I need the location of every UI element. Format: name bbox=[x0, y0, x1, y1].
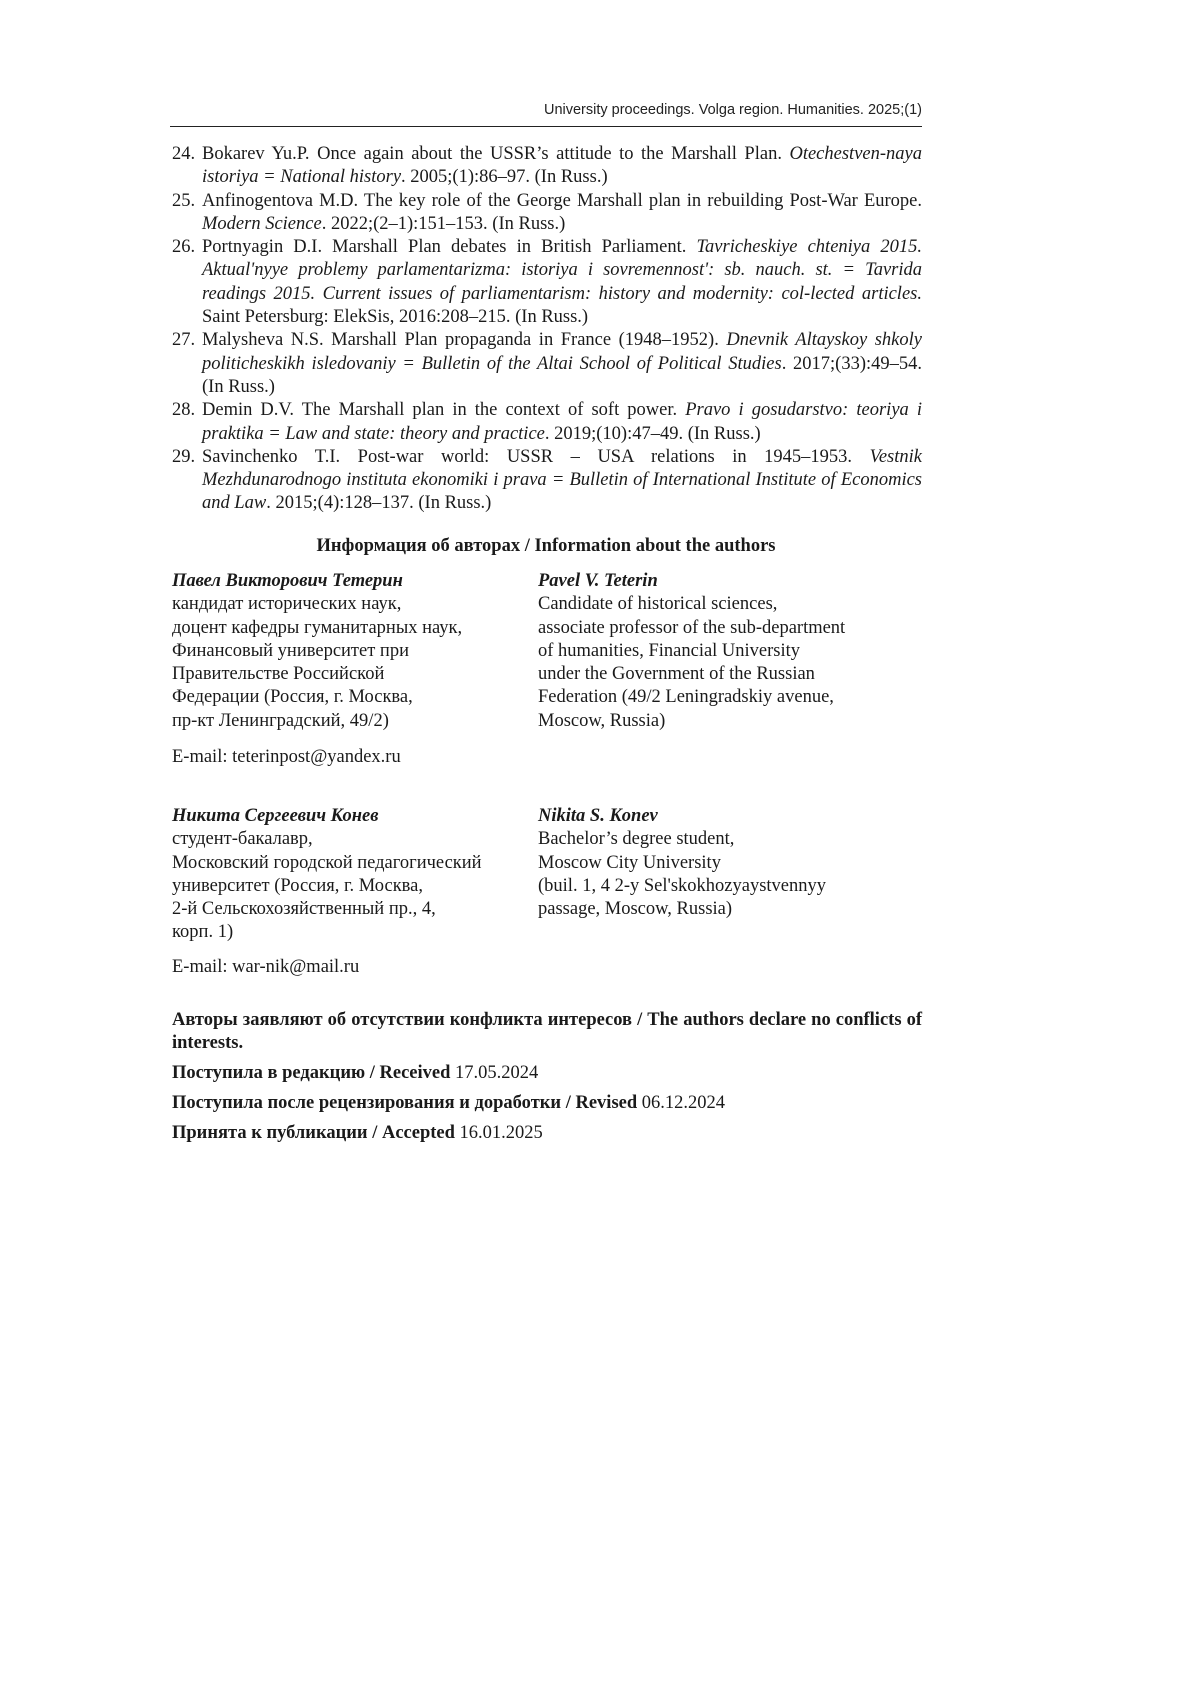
date-value: 16.01.2025 bbox=[459, 1123, 543, 1143]
author-2-ru bbox=[172, 805, 482, 945]
affiliation-line: Federation (49/2 Leningradskiy avenue, bbox=[538, 687, 834, 708]
date-value: 17.05.2024 bbox=[455, 1063, 539, 1083]
author-name-en: Nikita S. Konev bbox=[538, 806, 658, 826]
affiliation-line: университет (Россия, г. Москва, bbox=[172, 875, 424, 896]
affiliation-line: Moscow City University bbox=[538, 852, 721, 873]
affiliation-line: студент-бакалавр, bbox=[172, 829, 313, 850]
reference-source: Otechestven-naya istoriya = National history bbox=[202, 144, 922, 188]
author-name-ru: Павел Викторович Тетерин bbox=[172, 571, 403, 591]
date-accepted bbox=[172, 1123, 543, 1144]
reference-text bbox=[202, 399, 922, 446]
affiliation-line: Федерации (Россия, г. Москва, bbox=[172, 687, 413, 708]
affiliation-line: under the Government of the Russian bbox=[538, 664, 815, 685]
reference-segment: Anfinogentova M.D. The key role of the George Marshall plan in rebuilding Post-War Europe. bbox=[202, 190, 922, 211]
reference-segment: Portnyagin D.I. Marshall Plan debates in British Parliament. bbox=[202, 237, 697, 258]
affiliation-line: (buil. 1, 4 2-y Sel'skokhozyaystvennyy bbox=[538, 875, 826, 896]
date-label: Поступила после рецензирования и доработки / Revised bbox=[172, 1093, 638, 1113]
conflict-statement-text: Авторы заявляют об отсутствии конфликта интересов / The authors declare no conflicts of interests. bbox=[172, 1010, 922, 1054]
reference-source: Modern Science bbox=[202, 213, 322, 234]
affiliation-line: of humanities, Financial University bbox=[538, 640, 801, 661]
reference-text bbox=[202, 190, 922, 237]
date-label: Принята к публикации / Accepted bbox=[172, 1123, 455, 1143]
author-1-ru bbox=[172, 570, 462, 733]
reference-segment: . 2015;(4):128–137. (In Russ.) bbox=[266, 493, 492, 514]
reference-text bbox=[202, 143, 922, 190]
author-1-email[interactable]: E-mail: teterinpost@yandex.ru bbox=[172, 747, 401, 767]
reference-segment: . 2022;(2–1):151–153. (In Russ.) bbox=[321, 213, 566, 234]
author-name-ru: Никита Сергеевич Конев bbox=[172, 806, 379, 826]
reference-number: 25. bbox=[172, 190, 196, 211]
reference-segment: Bokarev Yu.P. Once again about the USSR’s attitude to the Marshall Plan. bbox=[202, 144, 790, 164]
reference-source: Tavricheskiye chteniya 2015. Aktual'nyye problemy parlamentarizma: istoriya i sovremennost': sb. nauch. st. = Tavrida readings 2015. Current issues of parliamentarism: history and modernity: col-lected articles. bbox=[202, 237, 922, 304]
reference-item bbox=[172, 399, 922, 446]
author-name-en: Pavel V. Teterin bbox=[538, 571, 658, 591]
date-revised bbox=[172, 1093, 725, 1114]
reference-segment: . 2017;(33):49–54. (In Russ.) bbox=[202, 353, 922, 397]
reference-item bbox=[172, 143, 922, 190]
reference-number: 27. bbox=[172, 330, 196, 351]
reference-segment: Malysheva N.S. Marshall Plan propaganda in France (1948–1952). bbox=[202, 330, 727, 351]
running-header bbox=[170, 100, 922, 127]
reference-number: 28. bbox=[172, 400, 196, 421]
affiliation-line: Финансовый университет при bbox=[172, 640, 409, 661]
date-label: Поступила в редакцию / Received bbox=[172, 1063, 451, 1083]
affiliation-line: корп. 1) bbox=[172, 922, 234, 943]
reference-source: Vestnik Mezhdunarodnogo instituta ekonomiki i prava = Bulletin of International Institute of Economics and Law bbox=[202, 446, 922, 514]
author-2-email[interactable]: E-mail: war-nik@mail.ru bbox=[172, 957, 360, 977]
affiliation-line: associate professor of the sub-department bbox=[538, 617, 846, 638]
reference-item bbox=[172, 446, 922, 516]
running-title: University proceedings. Volga region. Humanities. 2025;(1) bbox=[543, 102, 922, 118]
reference-number: 24. bbox=[172, 144, 196, 164]
affiliation-line: 2-й Сельскохозяйственный пр., 4, bbox=[172, 899, 436, 920]
reference-text bbox=[202, 446, 922, 516]
affiliation-line: Moscow, Russia) bbox=[538, 710, 666, 731]
date-received bbox=[172, 1063, 538, 1084]
affiliation-line: Candidate of historical sciences, bbox=[538, 594, 778, 615]
reference-text bbox=[202, 329, 922, 399]
affiliation-line: Московский городской педагогический bbox=[172, 852, 482, 873]
affiliation-line: Bachelor’s degree student, bbox=[538, 829, 735, 850]
reference-segment: Saint Petersburg: ElekSis, 2016:208–215. (In Russ.) bbox=[202, 307, 589, 328]
reference-number: 26. bbox=[172, 237, 196, 258]
reference-item bbox=[172, 190, 922, 237]
reference-item bbox=[172, 329, 922, 399]
reference-text bbox=[202, 236, 922, 329]
affiliation-line: пр-кт Ленинградский, 49/2) bbox=[172, 710, 389, 731]
affiliation-line: Правительстве Российской bbox=[172, 664, 385, 685]
author-2-en bbox=[538, 805, 826, 921]
reference-item bbox=[172, 236, 922, 329]
affiliation-line: кандидат исторических наук, bbox=[172, 594, 402, 615]
date-value: 06.12.2024 bbox=[641, 1093, 726, 1113]
reference-segment: . 2019;(10):47–49. (In Russ.) bbox=[544, 423, 761, 444]
author-1-en bbox=[538, 570, 845, 733]
affiliation-line: доцент кафедры гуманитарных наук, bbox=[172, 617, 463, 638]
conflict-statement bbox=[172, 1009, 922, 1056]
reference-segment: Demin D.V. The Marshall plan in the context of soft power. bbox=[202, 400, 686, 421]
reference-source: Pravo i gosudarstvo: teoriya i praktika = Law and state: theory and practice bbox=[202, 400, 922, 444]
authors-section-title: Информация об авторах / Information about the authors bbox=[316, 536, 776, 556]
reference-list bbox=[172, 143, 922, 516]
reference-number: 29. bbox=[172, 446, 196, 467]
reference-segment: Savinchenko T.I. Post-war world: USSR – USA relations in 1945–1953. bbox=[202, 446, 870, 467]
reference-segment: . 2005;(1):86–97. (In Russ.) bbox=[401, 167, 608, 188]
reference-source: Dnevnik Altayskoy shkoly politicheskikh isledovaniy = Bulletin of the Altai School of Political Studies bbox=[202, 330, 922, 374]
affiliation-line: passage, Moscow, Russia) bbox=[538, 899, 733, 920]
